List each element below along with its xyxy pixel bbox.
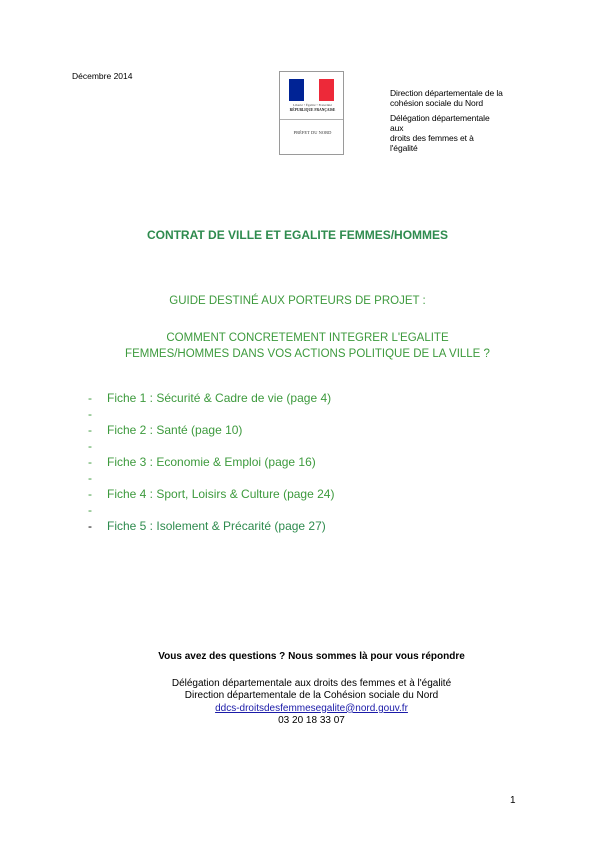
fiche-item [88, 518, 508, 534]
fiche-item [88, 390, 508, 406]
delegation-name: Délégation départementale aux droits des femmes et à l'égalité [390, 113, 490, 153]
list-dash: - [88, 439, 92, 453]
contact-direction: Direction départementale de la Cohésion sociale du Nord [184, 690, 439, 702]
question-line: COMMENT CONCRETEMENT INTEGRER L'EGALITE [166, 332, 449, 344]
empty-list-item [88, 502, 508, 518]
fiche-label: Fiche 2 : Santé (page 10) [107, 423, 243, 437]
prefecture-logo [279, 71, 344, 155]
logo-prefet: PRÉFET DU NORD [293, 130, 332, 135]
contact-delegation: Délégation départementale aux droits des femmes et à l'égalité [171, 678, 452, 689]
list-dash: - [88, 391, 92, 405]
logo-republic: RÉPUBLIQUE FRANÇAISE [289, 108, 336, 112]
question-line: FEMMES/HOMMES DANS VOS ACTIONS POLITIQUE DE LA VILLE ? [125, 348, 490, 360]
fiche-item [88, 486, 508, 502]
fiche-label: Fiche 5 : Isolement & Précarité (page 27) [107, 519, 326, 533]
document-date: Décembre 2014 [72, 71, 133, 81]
list-dash: - [88, 455, 92, 469]
sender-block [390, 88, 520, 158]
contact-heading: Vous avez des questions ? Nous sommes là pour vous répondre [158, 651, 465, 662]
empty-list-item [88, 470, 508, 486]
list-dash: - [88, 503, 92, 517]
logo-motto: Liberté • Égalité • Fraternité [292, 103, 333, 107]
marianne-flag-icon [289, 79, 334, 101]
guide-title: GUIDE DESTINÉ AUX PORTEURS DE PROJET : [169, 295, 426, 307]
list-dash: - [88, 519, 92, 533]
fiche-label: Fiche 3 : Economie & Emploi (page 16) [107, 455, 316, 469]
guide-question [60, 330, 555, 362]
list-dash: - [88, 487, 92, 501]
contact-phone: 03 20 18 33 07 [278, 714, 345, 726]
fiche-label: Fiche 4 : Sport, Loisirs & Culture (page 24) [107, 487, 335, 501]
list-dash: - [88, 471, 92, 485]
list-dash: - [88, 423, 92, 437]
logo-divider [280, 119, 343, 120]
document-title: CONTRAT DE VILLE ET EGALITE FEMMES/HOMMES [146, 228, 449, 242]
list-dash: - [88, 407, 92, 421]
fiche-label: Fiche 1 : Sécurité & Cadre de vie (page 4) [107, 391, 332, 405]
fiche-item [88, 454, 508, 470]
fiche-item [88, 422, 508, 438]
fiche-list [88, 390, 508, 534]
empty-list-item [88, 406, 508, 422]
page-number: 1 [510, 795, 516, 806]
empty-list-item [88, 438, 508, 454]
contact-email-link[interactable]: ddcs-droitsdesfemmesegalite@nord.gouv.fr [215, 702, 408, 714]
contact-block [0, 678, 595, 727]
direction-name: Direction départementale de la cohésion sociale du Nord [390, 88, 503, 108]
